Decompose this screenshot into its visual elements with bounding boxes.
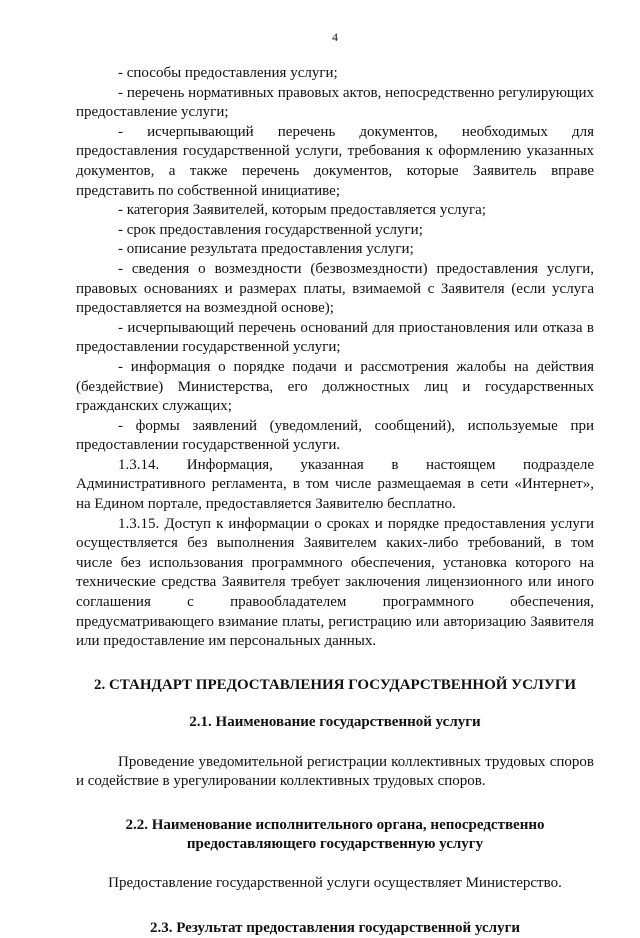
document-page: [76, 30, 594, 938]
list-item: - исчерпывающий перечень оснований для приостановления или отказа в предоставлении государственной услуги;: [76, 319, 594, 356]
list-item: - срок предоставления государственной услуги;: [118, 221, 423, 238]
list-item: - перечень нормативных правовых актов, непосредственно регулирующих предоставление услуги;: [76, 84, 594, 121]
clause-1-3-14: 1.3.14. Информация, указанная в настоящем подразделе Административного регламента, в том числе размещаемая в сети «Интернет», на Едином портале, предоставляется Заявителю бесплатно.: [76, 456, 594, 513]
list-item: - информация о порядке подачи и рассмотрения жалобы на действия (бездействие) Министерства, его должностных лиц и государственных гражданских служащих;: [76, 358, 594, 415]
section-2-title: 2. СТАНДАРТ ПРЕДОСТАВЛЕНИЯ ГОСУДАРСТВЕННОЙ УСЛУГИ: [93, 676, 577, 693]
list-item: - исчерпывающий перечень документов, необходимых для предоставления государственной услуги, требования к оформлению указанных документов, а также перечень документов, которые Заявитель вправе представить по собственной инициативе;: [76, 123, 594, 199]
list-item: - сведения о возмездности (безвозмездности) предоставления услуги, правовых основаниях и размерах платы, взимаемой с Заявителя (если услуга предоставляется на возмездной основе);: [76, 260, 594, 317]
subsection-2-2-title: [76, 816, 594, 854]
list-item: - способы предоставления услуги;: [118, 65, 338, 81]
subsection-2-1-title: 2.1. Наименование государственной услуги: [189, 713, 481, 730]
subsection-2-3-title: 2.3. Результат предоставления государственной услуги: [149, 919, 521, 936]
intro-list: [76, 64, 594, 456]
list-item: - формы заявлений (уведомлений, сообщений), используемые при предоставлении государственной услуги.: [76, 417, 594, 454]
page-number: 4: [332, 30, 338, 44]
list-item: - категория Заявителей, которым предоставляется услуга;: [118, 202, 486, 219]
subsection-2-1-text: Проведение уведомительной регистрации коллективных трудовых споров и содействие в урегулировании коллективных трудовых споров.: [76, 753, 594, 790]
subsection-2-2-title-line1: 2.2. Наименование исполнительного органа, непосредственно: [125, 817, 545, 833]
subsection-2-2-title-line2: предоставляющего государственную услугу: [186, 836, 484, 852]
subsection-2-2-text: Предоставление государственной услуги осуществляет Министерство.: [108, 875, 562, 891]
list-item: - описание результата предоставления услуги;: [118, 241, 414, 258]
clause-1-3-15: 1.3.15. Доступ к информации о сроках и порядке предоставления услуги осуществляется без выполнения Заявителем каких-либо требований, в том числе без использования программного обеспечения, установка которого на технические средства Заявителя требует заключения лицензионного или иного соглашения с правообладателем программного обеспечения, предусматривающего взимание платы, регистрацию или авторизацию Заявителя или предоставление им персональных данных.: [76, 515, 594, 650]
